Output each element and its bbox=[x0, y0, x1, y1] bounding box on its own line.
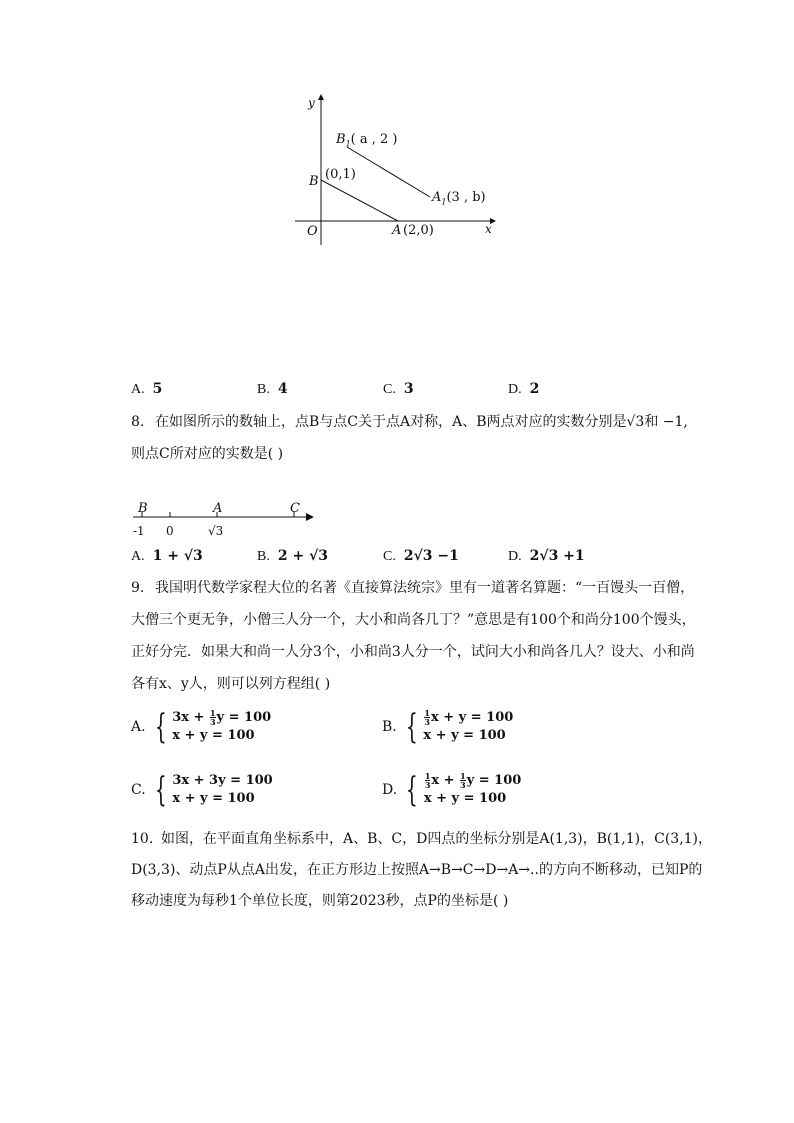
option-label: A. bbox=[131, 549, 145, 564]
equation-2: x + y = 100 bbox=[172, 728, 255, 743]
q8-option-d[interactable] bbox=[508, 548, 585, 565]
equation-2: x + y = 100 bbox=[172, 791, 255, 806]
option-label: D. bbox=[508, 382, 522, 397]
equation-system bbox=[150, 709, 272, 745]
q9-option-b[interactable] bbox=[382, 709, 513, 745]
number-line-arrow-icon bbox=[306, 513, 314, 521]
option-value: 4 bbox=[277, 381, 288, 397]
equation-system bbox=[401, 772, 521, 808]
q7-option-a[interactable] bbox=[131, 381, 162, 398]
q10-line1: 如图，在平面直角坐标系中，A、B、C，D四点的坐标分别是A(1,3)，B(1,1)，C(3,1)， bbox=[161, 831, 713, 847]
q10-line2: D(3,3)、动点P从点A出发，在正方形边上按照A→B→C→D→A→..的方向不断移动，已知P的 bbox=[131, 862, 703, 878]
numberline-sqrt3: √3 bbox=[208, 524, 224, 538]
brace-icon: { bbox=[406, 770, 418, 810]
option-value: 2√3 +1 bbox=[529, 548, 585, 564]
option-value: 2 + √3 bbox=[277, 548, 329, 564]
q7-option-c[interactable] bbox=[383, 381, 414, 398]
q9-line4: 各有x、y人，则可以列方程组( ) bbox=[131, 676, 331, 692]
option-label: A. bbox=[131, 719, 146, 735]
b1-sub: 1 bbox=[345, 139, 351, 149]
q8-option-a[interactable] bbox=[131, 548, 203, 565]
point-a-coord: (2,0) bbox=[403, 223, 434, 238]
equation-1: 3x + $\frac{1}{3}$ y = 100 bbox=[172, 708, 272, 727]
q9-line3: 正好分完．如果大和尚一人分3个，小和尚3人分一个，试问大小和尚各几人？设大、小和尚 bbox=[131, 644, 695, 660]
q9-line1: 我国明代数学家程大位的名著《直接算法统宗》里有一道著名算题：“一百馒头一百僧， bbox=[155, 580, 695, 596]
numberline-c-label: C bbox=[290, 501, 300, 516]
point-a1-label bbox=[432, 188, 486, 213]
equation-1: 3x + 3y = 100 bbox=[172, 773, 273, 788]
option-label: B. bbox=[257, 382, 270, 397]
q8-option-b[interactable] bbox=[257, 548, 328, 565]
brace-icon: { bbox=[405, 707, 418, 747]
q10-line3: 移动速度为每秒1个单位长度，则第2023秒，点P的坐标是( ) bbox=[131, 893, 509, 909]
option-label: A. bbox=[131, 382, 145, 397]
segment-ab bbox=[321, 180, 398, 221]
option-label: D. bbox=[382, 782, 398, 798]
numberline-0: 0 bbox=[166, 524, 174, 538]
a1-sub: 1 bbox=[441, 197, 447, 207]
point-a-label: A bbox=[392, 223, 402, 238]
origin-label: O bbox=[307, 224, 318, 239]
equation-2: x + y = 100 bbox=[423, 791, 507, 806]
option-value: 5 bbox=[152, 381, 163, 397]
numberline-b-label: B bbox=[138, 501, 148, 516]
q7-option-d[interactable] bbox=[508, 381, 539, 398]
point-b-label: B bbox=[309, 174, 319, 189]
q8-line1: 在如图所示的数轴上，点B与点C关于点A对称，A、B两点对应的实数分别是√3和 −1, bbox=[155, 414, 688, 430]
point-b1-label bbox=[336, 130, 397, 155]
b1-letter: B bbox=[336, 132, 346, 147]
q9-option-a[interactable] bbox=[131, 709, 271, 745]
q10-number: 10. bbox=[131, 831, 154, 847]
q9-line2: 大僧三个更无争，小僧三人分一个，大小和尚各几丁？”意思是有100个和尚分100个馒头， bbox=[131, 612, 696, 628]
b1-coord: ( a , 2 ) bbox=[350, 132, 398, 147]
a1-letter: A bbox=[432, 190, 442, 205]
y-axis-arrow-icon bbox=[318, 94, 324, 100]
option-value: 3 bbox=[403, 381, 414, 397]
option-label: C. bbox=[131, 782, 146, 798]
equation-system bbox=[401, 709, 514, 745]
equation-1: $\frac{1}{3}$ x + $\frac{1}{3}$ y = 100 bbox=[424, 771, 522, 790]
option-label: C. bbox=[383, 382, 396, 397]
numberline-a-label: A bbox=[213, 501, 223, 516]
option-value: 1 + √3 bbox=[152, 548, 203, 564]
option-label: B. bbox=[257, 549, 270, 564]
equation-2: x + y = 100 bbox=[423, 728, 506, 743]
option-label: C. bbox=[383, 549, 396, 564]
brace-icon: { bbox=[154, 770, 167, 810]
equation-system bbox=[150, 772, 273, 808]
option-label: B. bbox=[382, 719, 397, 735]
q7-option-b[interactable] bbox=[257, 381, 288, 398]
q8-option-c[interactable] bbox=[383, 548, 459, 565]
y-axis-label: y bbox=[308, 96, 315, 110]
option-value: 2 bbox=[529, 381, 540, 397]
option-value: 2√3 −1 bbox=[403, 548, 459, 564]
equation-1: $\frac{1}{3}$ x + y = 100 bbox=[424, 708, 514, 727]
q8-line2: 则点C所对应的实数是( ) bbox=[131, 446, 284, 462]
x-axis-label: x bbox=[485, 222, 492, 236]
option-label: D. bbox=[508, 549, 522, 564]
q9-number: 9. bbox=[131, 580, 145, 596]
brace-icon: { bbox=[154, 707, 167, 747]
numberline-neg1: -1 bbox=[133, 524, 145, 538]
q8-number: 8. bbox=[131, 414, 145, 430]
q9-option-c[interactable] bbox=[131, 772, 273, 808]
point-b-coord: (0,1) bbox=[325, 167, 356, 182]
a1-coord: (3 , b) bbox=[446, 190, 486, 205]
q9-option-d[interactable] bbox=[382, 772, 521, 808]
